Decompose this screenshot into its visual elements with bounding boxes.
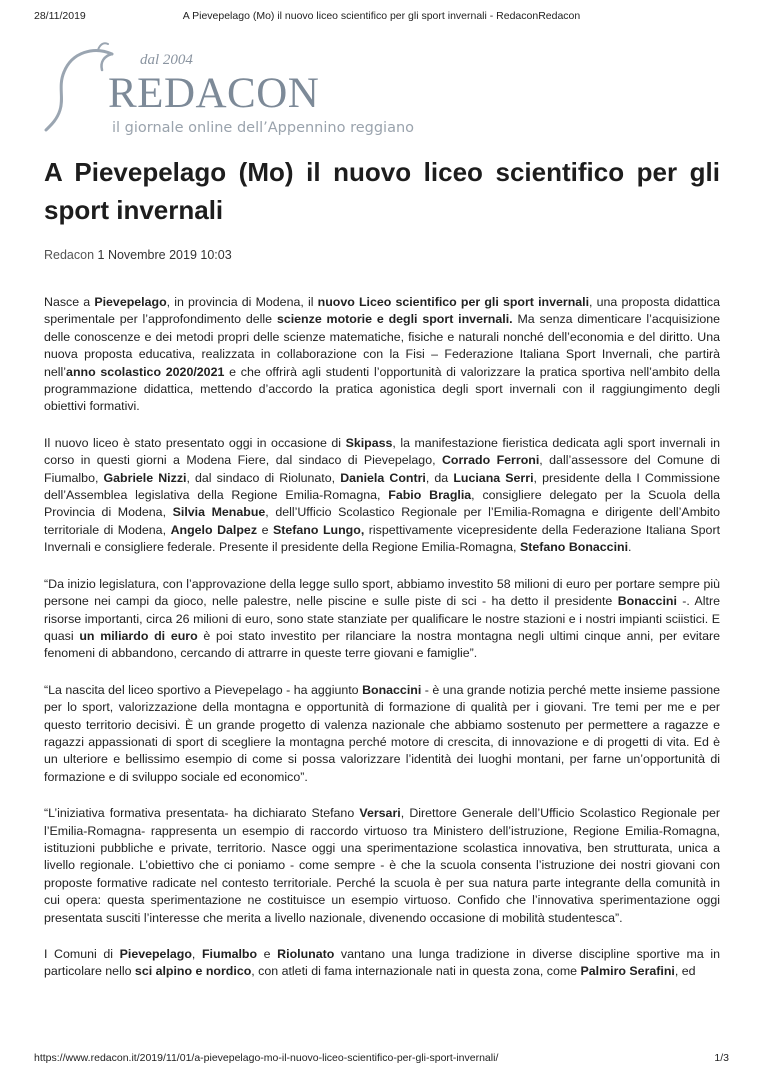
paragraph-text: , una proposta didattica sperimentale per l’approfondimento delle [44,295,720,327]
article-paragraph [44,576,720,663]
bold-text: Stefano Bonaccini [519,540,629,555]
paragraph-text: , con atleti di fama internazionale nati in questa zona, come [251,964,581,979]
print-date: 28/11/2019 [34,10,86,22]
paragraph-text: , ed [674,964,696,979]
paragraph-text: I Comuni di [44,947,120,961]
paragraph-text: , presidente della I Commissione dell’Assemblea legislativa della Regione Emilia-Romagna, [44,470,720,503]
article-paragraph [44,946,720,981]
paragraph-text: , la manifestazione fieristica dedicata agli sport invernali in corso in questi giorni a Modena Fiere, dal sindaco di Pievepelago, [44,435,720,468]
paragraph-text: , dell’Ufficio Scolastico Regionale per l’Emilia-Romagna e dirigente dell’Ambito territoriale di Modena, [44,505,720,537]
bold-text: Versari [359,806,401,821]
bold-text: un miliardo di euro [79,628,198,643]
bold-text: Silvia Menabue [172,505,266,520]
logo-tagline: il giornale online dell’Appennino reggiano [112,120,415,136]
bold-text: Stefano Lungo, [273,522,365,537]
paragraph-text: “Da inizio legislatura, con l’approvazione della legge sullo sport, abbiamo investito 58 milioni di euro per portare sempre più persone nei campi da gioco, nelle palestre, nelle piscine e sulle piste di sci - ha detto il presidente [44,576,720,609]
bold-text: Palmiro Serafini [580,964,675,979]
bold-text: Angelo Dalpez [170,522,258,537]
bold-text: scienze motorie e degli sport invernali. [276,312,513,327]
bold-text: Fabio Braglia [388,488,472,503]
article-title: A Pievepelago (Mo) il nuovo liceo scientifico per gli sport invernali [44,157,720,225]
paragraph-text: , Direttore Generale dell’Ufficio Scolastico Regionale per l’Emilia-Romagna- rappresenta un esempio di raccordo virtuoso tra Ministero dell’istruzione, Regione Emilia-Romagna, istituzioni pubbliche e private, territorio. Nasce oggi una sperimentazione scolastica innovativa, ben strutturata, unica a livello regionale. L’obiettivo che ci poniamo - come sempre - è che la scuola consenta l’istruzione dei nostri giovani con proposte formative radicate nel contesto territoriale. Perché la scuola è per sua natura parte integrante della comunità in cui opera: questa sperimentazione ne costituisce un esempio virtuoso. Confido che l’innovativa sperimentazione oggi presentata susciti l’interesse che merita a livello nazionale, divenendo occasione di mobilità studentesca”. [44,806,720,925]
paragraph-text: Il nuovo liceo è stato presentato oggi in occasione di [44,435,346,450]
paragraph-text: , dal sindaco di Riolunato, [186,470,341,485]
print-page-number: 1/3 [714,1052,729,1064]
paragraph-text: e [257,947,278,961]
paragraph-text: , [191,947,202,961]
paragraph-text: “L’iniziativa formativa presentata- ha dichiarato Stefano [44,806,360,821]
bold-text: Corrado Ferroni [441,453,540,468]
bold-text: Skipass [345,435,393,450]
article-paragraph [44,805,720,927]
article-paragraph [44,435,720,557]
paragraph-text: vantano una lunga tradizione in diverse discipline sportive ma in particolare nello [44,947,720,979]
paragraph-text: e [257,522,273,537]
paragraph-text: , dall’assessore del Comune di Fiumalbo, [44,453,720,485]
bold-text: Fiumalbo [201,947,258,961]
paragraph-text: - è una grande notizia perché mette insieme passione per lo sport, valorizzazione della montagna e opportunità di formazione di qualità per i giovani. Tre temi per me e per questo territorio decisivi. È un grande progetto di valenza nazionale che abbiamo sostenuto per permettere a ragazze e ragazzi appassionati di sport di scegliere la montagna perché motore di crescita, di innovazione e di progetti di vita. Ed è un ulteriore e bellissimo esempio di come si possa valorizzare l’identità dei luoghi montani, per farne un’opportunità di formazione e di sviluppo sociale ed economico”. [44,682,720,784]
paragraph-text: è poi stato investito per rilanciare la nostra montagna negli ultimi cinque anni, per evitare fenomeni di abbandono, cercando di attrarre in queste terre giovani e famiglie”. [44,628,720,661]
article-paragraph [44,294,720,416]
print-url[interactable]: https://www.redacon.it/2019/11/01/a-pievepelago-mo-il-nuovo-liceo-scientifico-per-gli-sport-invernali/ [34,1052,499,1064]
paragraph-text: e che offrirà agli studenti l’opportunità di valorizzare la pratica sportiva nell’ambito della programmazione didattica, mettendo d’accordo la pratica agonistica degli sport invernali con il raggiungimento degli obiettivi formativi. [44,364,720,414]
paragraph-text: , in provincia di Modena, il [166,295,318,309]
logo-wordmark: REDACON [108,70,320,117]
bold-text: Bonaccini [362,682,422,697]
paragraph-text: rispettivamente vicepresidente della Federazione Italiana Sport Invernali e consigliere federale. Presente il presidente della Regione Emilia-Romagna, [44,522,721,555]
paragraph-text: , da [425,470,454,485]
print-footer [0,1052,763,1066]
article-body [44,294,720,1000]
article-paragraph [44,682,720,786]
paragraph-text: Nasce a [44,295,95,309]
bold-text: Riolunato [277,947,335,961]
bold-text: Gabriele Nizzi [103,470,187,485]
bold-text: Luciana Serri [453,470,534,485]
bold-text: nuovo Liceo scientifico per gli sport invernali [317,295,590,309]
bold-text: Bonaccini [617,594,677,609]
article-author[interactable]: Redacon [44,248,95,262]
print-header [0,10,763,24]
bold-text: Daniela Contri [340,470,426,485]
paragraph-text: “La nascita del liceo sportivo a Pievepelago - ha aggiunto [44,682,363,697]
logo-since: dal 2004 [140,52,193,68]
paragraph-text: -. Altre risorse importanti, circa 26 milioni di euro, sono state stanziate per qualificare le nostre stazioni e i nostri impianti sciistici. E quasi [44,594,720,643]
bold-text: anno scolastico 2020/2021 [66,364,225,379]
bold-text: Pievepelago [94,295,167,309]
bold-text: Pievepelago [119,947,192,961]
article-byline [44,248,232,262]
paragraph-text: , consigliere delegato per la Scuola della Provincia di Modena, [44,488,720,520]
bold-text: sci alpino e nordico [134,964,252,979]
paragraph-text: . [628,540,632,555]
paragraph-text: Ma senza dimenticare l’acquisizione delle conoscenze e dei metodi propri delle scienze matematiche, fisiche e naturali nonché dell’economia e del diritto. Una nuova proposta educativa, realizzata in collaborazione con la Fisi – Federazione Italiana Sport Invernali, che partirà nell’ [44,312,721,379]
print-page-title: A Pievepelago (Mo) il nuovo liceo scientifico per gli sport invernali - RedaconRedacon [182,10,581,22]
article-date: 1 Novembre 2019 10:03 [97,248,232,262]
redacon-logo[interactable] [42,40,422,150]
